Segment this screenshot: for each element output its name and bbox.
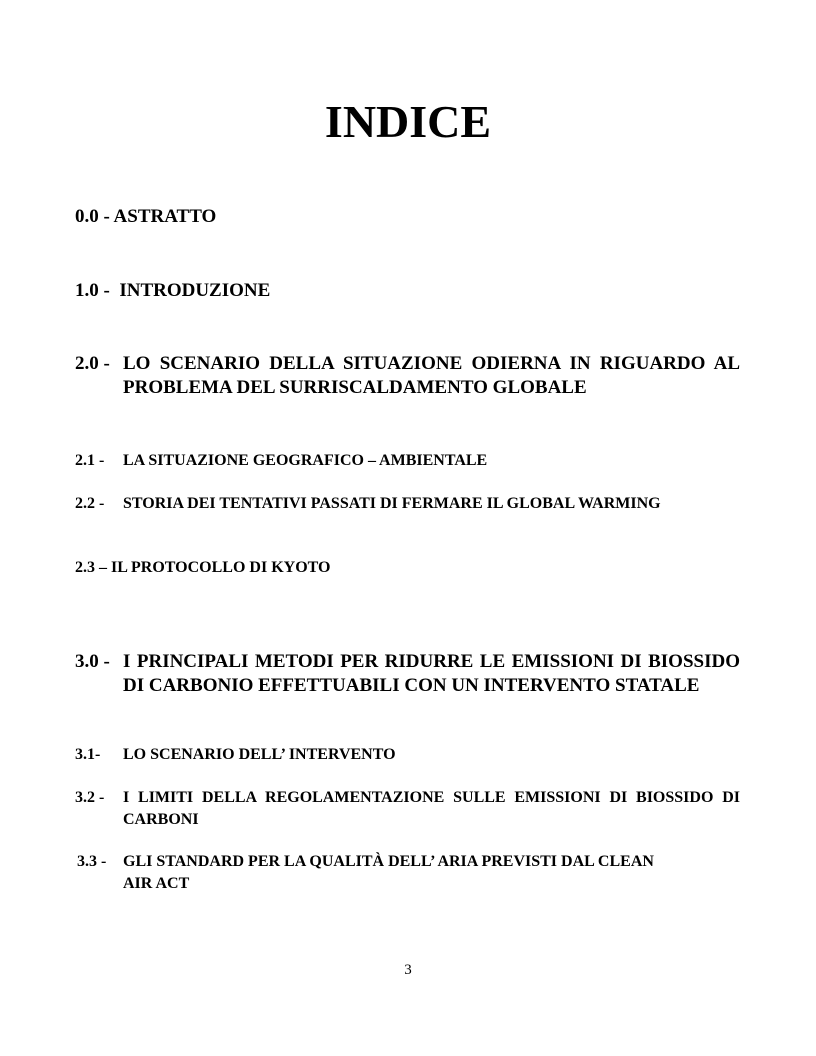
toc-title: LO SCENARIO DELL’ INTERVENTO: [123, 746, 396, 763]
toc-number: 1.0 -: [75, 280, 120, 301]
toc-title: LA SITUAZIONE GEOGRAFICO – AMBIENTALE: [123, 452, 488, 469]
toc-entry-2-2: [75, 493, 740, 515]
toc-entry-2-3: [75, 557, 740, 579]
toc-entry-0-0: [75, 205, 740, 229]
toc-entry-3-1: [75, 744, 740, 766]
toc-number: 0.0 -: [75, 206, 114, 227]
toc-number: 3.1-: [75, 746, 101, 763]
page-title: INDICE: [324, 96, 492, 147]
toc-entry-3-3: [77, 851, 742, 895]
toc-title: ASTRATTO: [113, 206, 217, 227]
page-number: 3: [404, 962, 412, 978]
toc-title: STORIA DEI TENTATIVI PASSATI DI FERMARE IL GLOBAL WARMING: [123, 495, 661, 512]
toc-entry-3-0: [75, 650, 740, 698]
toc-number: 2.1 -: [75, 452, 105, 469]
toc-title: LO SCENARIO DELLA SITUAZIONE ODIERNA IN RIGUARDO AL PROBLEMA DEL SURRISCALDAMENTO GLOBALE: [123, 353, 740, 398]
toc-number: 3.0 -: [75, 651, 110, 672]
toc-number: 3.3 -: [77, 853, 107, 870]
toc-title: IL PROTOCOLLO DI KYOTO: [111, 559, 331, 576]
toc-number: 3.2 -: [75, 789, 105, 806]
toc-title: INTRODUZIONE: [119, 280, 271, 301]
toc-number: 2.2 -: [75, 495, 105, 512]
toc-entry-2-1: [75, 450, 740, 472]
toc-number: 2.3 –: [75, 559, 111, 576]
toc-number: 2.0 -: [75, 353, 110, 374]
toc-title: I LIMITI DELLA REGOLAMENTAZIONE SULLE EMISSIONI DI BIOSSIDO DI CARBONI: [123, 789, 740, 828]
toc-title: I PRINCIPALI METODI PER RIDURRE LE EMISSIONI DI BIOSSIDO DI CARBONIO EFFETTUABILI CON UN INTERVENTO STATALE: [123, 651, 740, 696]
toc-entry-3-2: [75, 787, 740, 831]
toc-title: GLI STANDARD PER LA QUALITÀ DELL’ ARIA PREVISTI DAL CLEAN AIR ACT: [123, 853, 654, 892]
toc-entry-1-0: [75, 279, 740, 303]
toc-entry-2-0: [75, 352, 740, 400]
